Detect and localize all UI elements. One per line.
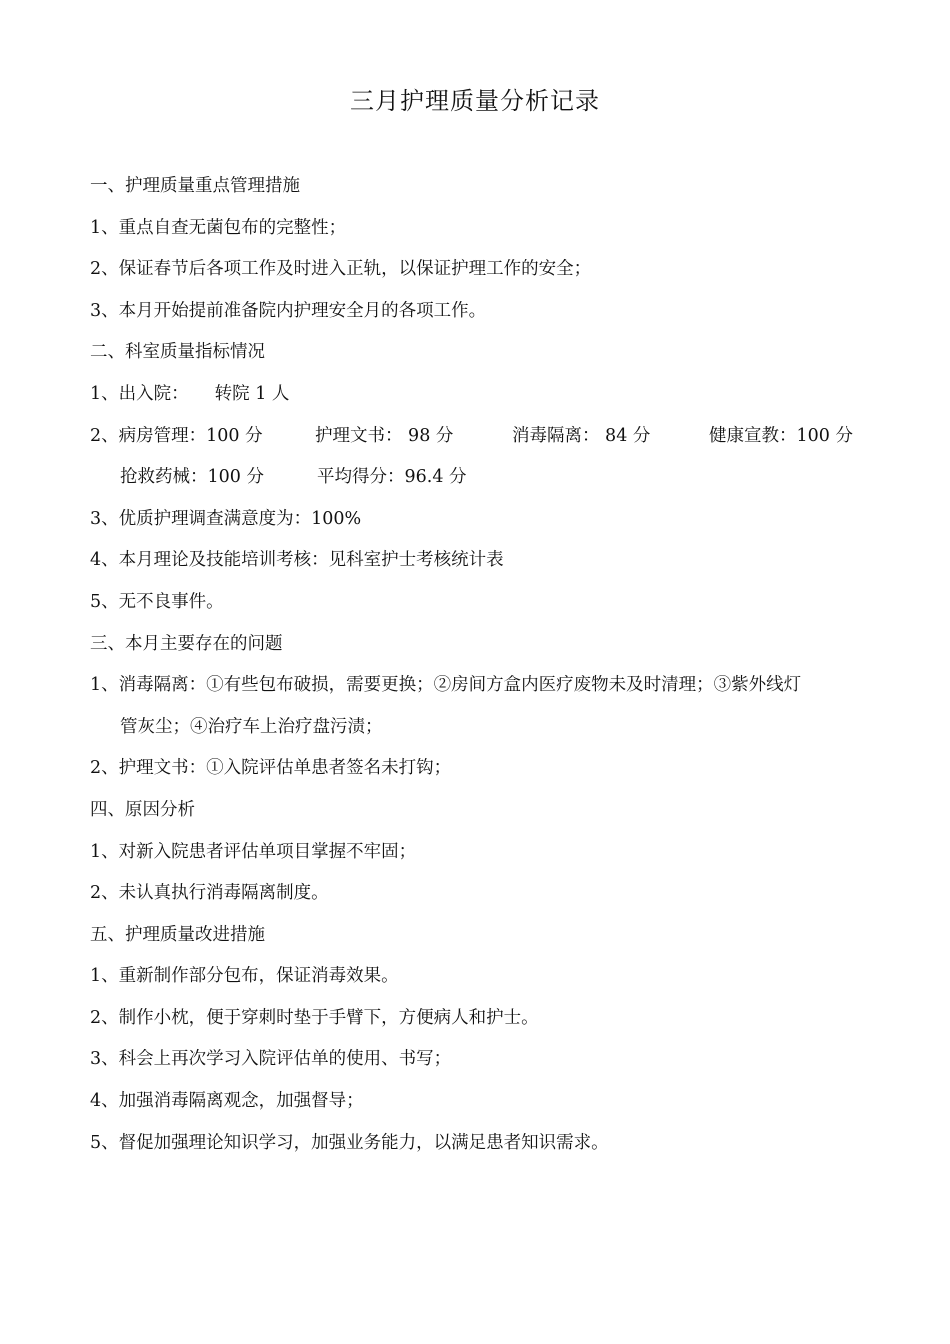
list-item-continuation: 管灰尘；④治疗车上治疗盘污渍； — [120, 716, 383, 737]
list-item: 1、消毒隔离：①有些包布破损，需要更换；②房间方盒内医疗废物未及时清理；③紫外线灯 — [90, 675, 802, 696]
list-item: 4、本月理论及技能培训考核：见科室护士考核统计表 — [90, 550, 504, 571]
section-heading-improvement-measures: 五、护理质量改进措施 — [90, 924, 265, 945]
section-heading-cause-analysis: 四、原因分析 — [90, 799, 195, 820]
score-disinfection-isolation: 消毒隔离： 84 分 — [512, 425, 651, 446]
score-average: 平均得分：96.4 分 — [317, 467, 467, 488]
list-item: 5、无不良事件。 — [90, 591, 224, 612]
scores-row-1 — [90, 416, 865, 458]
score-ward-management: 2、病房管理：100 分 — [90, 425, 263, 446]
list-item: 2、保证春节后各项工作及时进入正轨，以保证护理工作的安全； — [90, 259, 592, 280]
score-nursing-documents: 护理文书： 98 分 — [315, 425, 454, 446]
score-health-education: 健康宣教：100 分 — [709, 425, 853, 446]
list-item: 4、加强消毒隔离观念，加强督导； — [90, 1091, 364, 1112]
list-item: 2、护理文书：①入院评估单患者签名未打钩； — [90, 758, 452, 779]
section-heading-quality-indicators: 二、科室质量指标情况 — [90, 342, 265, 363]
list-item: 1、重新制作部分包布，保证消毒效果。 — [90, 966, 399, 987]
list-item: 1、重点自查无菌包布的完整性； — [90, 217, 347, 238]
list-item: 5、督促加强理论知识学习，加强业务能力，以满足患者知识需求。 — [90, 1132, 609, 1153]
score-rescue-drugs: 抢救药械：100 分 — [120, 467, 264, 488]
scores-prefix: 2、 — [90, 425, 119, 446]
list-item: 1、对新入院患者评估单项目掌握不牢固； — [90, 841, 417, 862]
section-heading-management-measures: 一、护理质量重点管理措施 — [90, 176, 300, 196]
section-heading-main-problems: 三、本月主要存在的问题 — [90, 633, 283, 654]
document-title: 三月护理质量分析记录 — [350, 87, 600, 115]
list-item: 2、未认真执行消毒隔离制度。 — [90, 883, 329, 904]
list-item: 2、制作小枕，便于穿刺时垫于手臂下，方便病人和护士。 — [90, 1007, 539, 1028]
scores-row-2 — [90, 457, 865, 499]
admission-value: 转院 1 人 — [214, 383, 290, 404]
list-item: 3、科会上再次学习入院评估单的使用、书写； — [90, 1049, 452, 1070]
admission-label: 1、出入院： — [90, 383, 189, 404]
list-item: 3、本月开始提前准备院内护理安全月的各项工作。 — [90, 300, 487, 321]
admission-discharge-item — [90, 374, 865, 416]
document-body — [90, 166, 865, 1164]
list-item: 3、优质护理调查满意度为：100% — [90, 508, 362, 529]
